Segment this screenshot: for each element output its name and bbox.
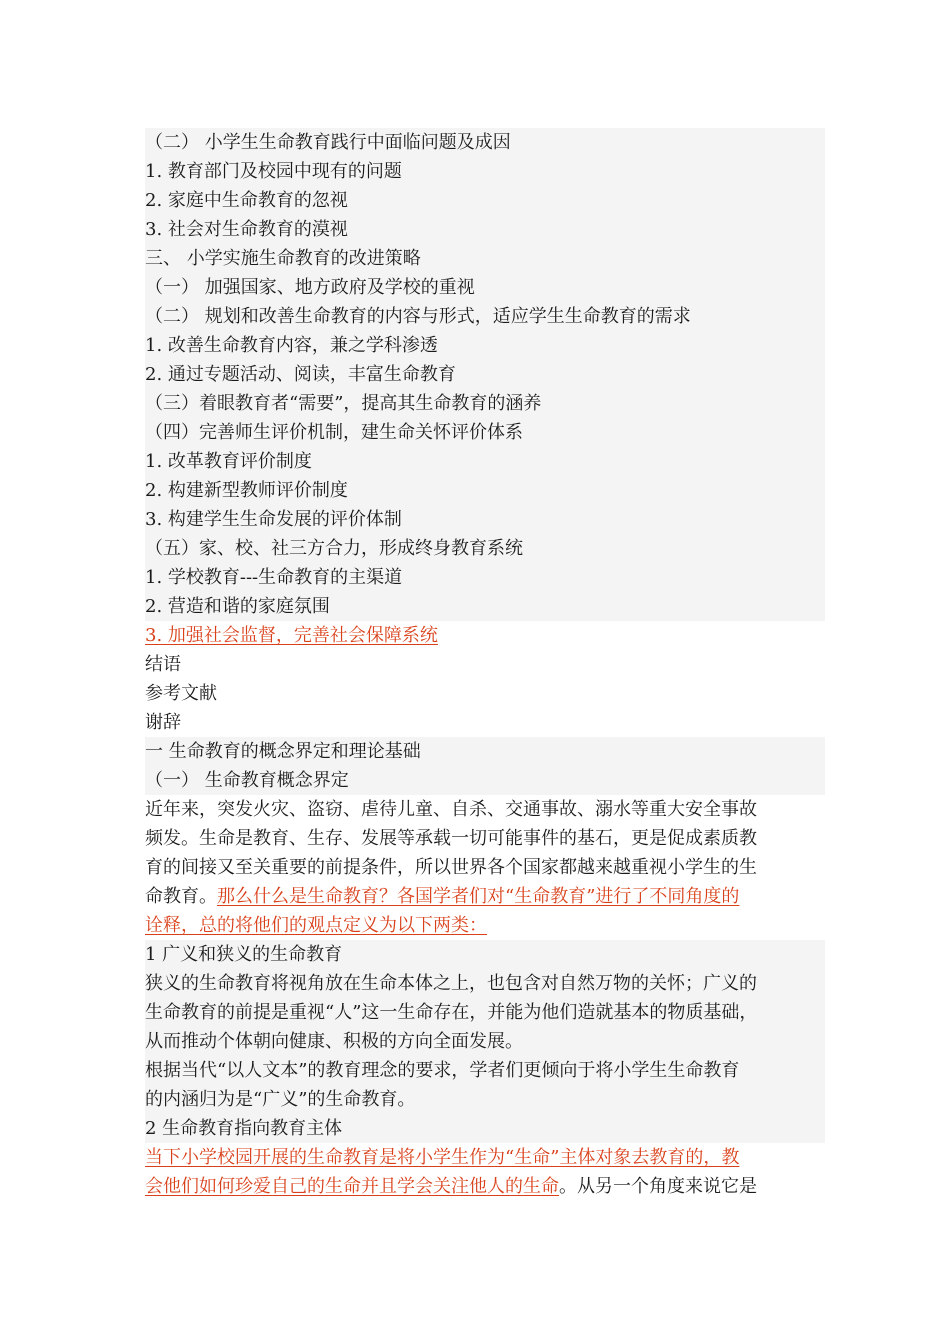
line-text: 狭义的生命教育将视角放在生命本体之上，也包含对自然万物的关怀；广义的: [145, 973, 757, 994]
text-line: [145, 128, 825, 157]
line-text: 2. 营造和谐的家庭氛围: [145, 596, 330, 617]
text-line: [145, 1143, 825, 1172]
text-line: [145, 389, 825, 418]
line-text: 从而推动个体朝向健康、积极的方向全面发展。: [145, 1031, 523, 1052]
text-line: [145, 708, 825, 737]
line-text: 1. 改善生命教育内容，兼之学科渗透: [145, 335, 438, 356]
text-line: [145, 476, 825, 505]
line-text: 2. 通过专题活动、阅读，丰富生命教育: [145, 364, 456, 385]
line-text: 3. 构建学生生命发展的评价体制: [145, 509, 402, 530]
text-line: [145, 737, 825, 766]
line-text: 近年来，突发火灾、盗窃、虐待儿童、自杀、交通事故、溺水等重大安全事故: [145, 799, 757, 820]
text-line: [145, 882, 825, 911]
line-text: 2. 构建新型教师评价制度: [145, 480, 348, 501]
text-line: [145, 157, 825, 186]
text-line: [145, 766, 825, 795]
text-line: [145, 331, 825, 360]
text-line: [145, 1085, 825, 1114]
text-line: [145, 418, 825, 447]
line-text: （四）完善师生评价机制，建生命关怀评价体系: [145, 422, 523, 443]
line-text: 命教育。: [145, 886, 217, 907]
line-text: 频发。生命是教育、生存、发展等承载一切可能事件的基石，更是促成素质教: [145, 828, 757, 849]
text-line: [145, 534, 825, 563]
text-line: [145, 447, 825, 476]
text-line: [145, 244, 825, 273]
line-text: 谢辞: [145, 712, 181, 733]
text-line: [145, 592, 825, 621]
line-text: 结语: [145, 654, 181, 675]
text-line: [145, 215, 825, 244]
line-text: 1. 学校教育---生命教育的主渠道: [145, 567, 403, 588]
line-text: 三、 小学实施生命教育的改进策略: [145, 248, 421, 269]
text-line: [145, 186, 825, 215]
highlighted-text: 诠释，总的将他们的观点定义为以下两类：: [145, 915, 487, 936]
text-line: [145, 679, 825, 708]
line-text: 育的间接又至关重要的前提条件，所以世界各个国家都越来越重视小学生的生: [145, 857, 757, 878]
highlighted-text: 会他们如何珍爱自己的生命并且学会关注他人的生命: [145, 1176, 559, 1197]
text-line: [145, 795, 825, 824]
line-text: （五）家、校、社三方合力，形成终身教育系统: [145, 538, 523, 559]
text-line: [145, 1056, 825, 1085]
text-line: [145, 853, 825, 882]
line-text: 1. 教育部门及校园中现有的问题: [145, 161, 402, 182]
line-text: 一 生命教育的概念界定和理论基础: [145, 741, 421, 762]
line-tail-text: 。从另一个角度来说它是: [559, 1176, 757, 1197]
line-text: 根据当代“以人文本”的教育理念的要求，学者们更倾向于将小学生生命教育: [145, 1060, 740, 1081]
text-line: [145, 273, 825, 302]
line-text: 3. 加强社会监督，完善社会保障系统: [145, 625, 438, 646]
text-line: [145, 940, 825, 969]
line-text: 生命教育的前提是重视“人”这一生命存在，并能为他们造就基本的物质基础，: [145, 1002, 758, 1023]
line-text: （二） 小学生生命教育践行中面临问题及成因: [145, 132, 511, 153]
highlighted-text: 那么什么是生命教育？各国学者们对“生命教育”进行了不同角度的: [217, 886, 740, 907]
line-text: 1. 改革教育评价制度: [145, 451, 312, 472]
line-text: 2 生命教育指向教育主体: [145, 1118, 343, 1139]
document-body: [145, 128, 825, 1201]
text-line: [145, 911, 825, 940]
text-line: [145, 824, 825, 853]
text-line: [145, 563, 825, 592]
line-text: （二） 规划和改善生命教育的内容与形式，适应学生生命教育的需求: [145, 306, 691, 327]
text-line: [145, 1114, 825, 1143]
line-text: 参考文献: [145, 683, 217, 704]
line-text: （一） 加强国家、地方政府及学校的重视: [145, 277, 475, 298]
line-text: （三）着眼教育者“需要”，提高其生命教育的涵养: [145, 393, 542, 414]
text-line: [145, 302, 825, 331]
text-line: [145, 998, 825, 1027]
text-line: [145, 969, 825, 998]
text-line: [145, 1027, 825, 1056]
line-text: 的内涵归为是“广义”的生命教育。: [145, 1089, 416, 1110]
text-line: [145, 360, 825, 389]
highlighted-text: 当下小学校园开展的生命教育是将小学生作为“生命”主体对象去教育的，教: [145, 1147, 740, 1168]
text-line: [145, 1172, 825, 1201]
line-text: 3. 社会对生命教育的漠视: [145, 219, 348, 240]
line-text: （一） 生命教育概念界定: [145, 770, 349, 791]
text-line: [145, 621, 825, 650]
line-text: 2. 家庭中生命教育的忽视: [145, 190, 348, 211]
text-line: [145, 505, 825, 534]
text-line: [145, 650, 825, 679]
line-text: 1 广义和狭义的生命教育: [145, 944, 343, 965]
